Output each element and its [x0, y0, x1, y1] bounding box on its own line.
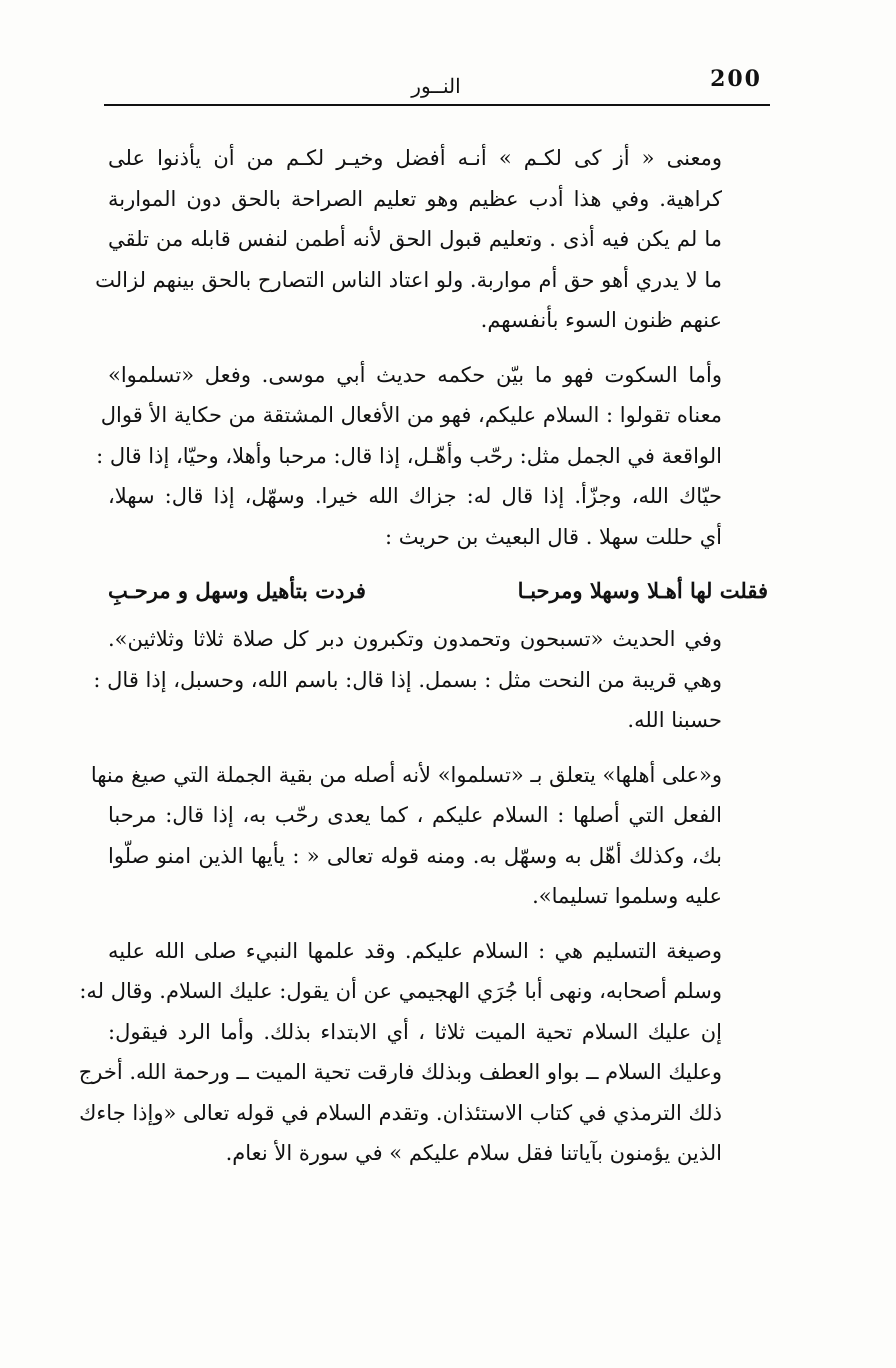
text-line: وأما السكوت فهو ما بيّن حكمه حديث أبي موسى. وفعل «تسلموا»	[108, 362, 722, 387]
text-line: الذين يؤمنون بآياتنا فقل سلام عليكم » في سورة الأ نعام.	[225, 1141, 722, 1165]
text-line: ذلك الترمذي في كتاب الاستئذان. وتقدم السلام في قوله تعالى «وإذا جاءك	[79, 1100, 722, 1125]
text-line: عليه وسلموا تسليما».	[532, 884, 722, 908]
paragraph-1	[95, 138, 768, 341]
text-line: كراهية. وفي هذا أدب عظيم وهو تعليم الصراحة بالحق دون المواربة	[108, 186, 722, 211]
paragraph-2	[96, 355, 768, 558]
text-line: وسلم أصحابه، ونهى أبا جُرَي الهجيمي عن أن يقول: عليك السلام. وقال له:	[79, 979, 722, 1003]
text-line: و«على أهلها» يتعلق بـ «تسلموا» لأنه أصله من بقية الجملة التي صيغ منها	[90, 762, 722, 787]
text-line: ومعنى « أز كى لكـم » أنـه أفضل وخيـر لكـم من أن يأذنوا على	[108, 146, 722, 170]
page-number: 200	[710, 66, 762, 92]
text-line: وصيغة التسليم هي : السلام عليكم. وقد علمها النبيء صلى الله عليه	[108, 938, 722, 963]
paragraph-5	[78, 931, 768, 1174]
text-line: أي حللت سهلا . قال البعيث بن حريث :	[385, 524, 722, 549]
text-line: حيّاك الله، وجزّأ. إذا قال له: جزاك الله خيرا. وسهّل، إذا قال: سهلا،	[108, 484, 722, 508]
text-line: بك، وكذلك أهّل به وسهّل به. ومنه قوله تعالى « : يأيها الذين امنو صلّوا	[108, 843, 722, 868]
paragraph-4	[90, 755, 768, 917]
text-line: معناه تقولوا : السلام عليكم، فهو من الأفعال المشتقة من حكاية الأ قوال	[100, 403, 722, 427]
text-line: ما لا يدري أهو حق أم مواربة. ولو اعتاد الناس التصارح بالحق بينهم لزالت	[95, 267, 722, 292]
text-line: وفي الحديث «تسبحون وتحمدون وتكبرون دبر كل صلاة ثلاثا وثلاثين».	[108, 627, 722, 651]
poetry-verse	[108, 569, 768, 613]
chapter-title: النــور	[411, 74, 461, 98]
text-line: الواقعة في الجمل مثل: رحّب وأهّـل، إذا قال: مرحبا وأهلا، وحيّا، إذا قال :	[96, 443, 722, 468]
header-rule	[104, 104, 770, 106]
text-line: وهي قريبة من النحت مثل : بسمل. إذا قال: باسم الله، وحسبل، إذا قال :	[93, 667, 722, 692]
paragraph-3	[93, 619, 768, 741]
page-body	[78, 138, 768, 1174]
text-line: ما لم يكن فيه أذى . وتعليم قبول الحق لأنه أطمن لنفس قابله من تلقي	[108, 227, 722, 251]
text-line: إن عليك السلام تحية الميت ثلاثا ، أي الابتداء بذلك. وأما الرد فيقول:	[108, 1019, 722, 1044]
verse-second-hemistich: فردت بتأهيل وسهل و مرحـبِ	[108, 578, 366, 603]
text-line: وعليك السلام ــ بواو العطف وبذلك فارقت تحية الميت ــ ورحمة الله. أخرج	[78, 1060, 722, 1084]
verse-first-hemistich: فقلت لها أهـلا وسهلا ومرحبـا	[517, 578, 768, 603]
page-header	[104, 60, 768, 104]
text-line: عنهم ظنون السوء بأنفسهم.	[480, 308, 722, 332]
text-line: الفعل التي أصلها : السلام عليكم ، كما يعدى رحّب به، إذا قال: مرحبا	[108, 803, 722, 827]
text-line: حسبنا الله.	[627, 708, 722, 732]
